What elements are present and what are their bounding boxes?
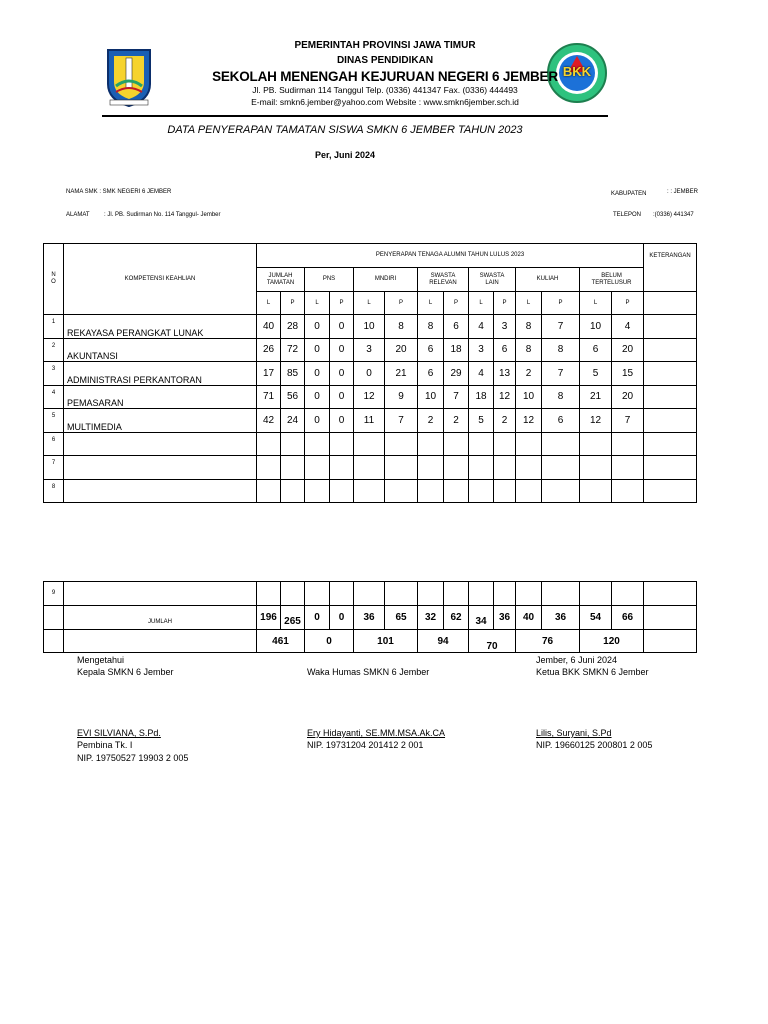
jumlah-value-text: 66 [621, 612, 634, 623]
telepon-value: :(0336) 441347 [653, 212, 694, 218]
value-cell: 12 [516, 409, 542, 433]
empty-cell [612, 582, 644, 606]
jumlah-value [257, 606, 281, 630]
jumlah-value-text: 40 [522, 612, 535, 623]
value-cell: 4 [612, 315, 644, 339]
kepala-title: Kepala SMKN 6 Jember [77, 667, 174, 677]
jumlah-value [542, 606, 580, 630]
east-java-emblem-logo [104, 46, 154, 108]
value-cell [257, 432, 281, 456]
value-cell: 8 [385, 315, 418, 339]
lp-header: L [257, 292, 281, 315]
empty-cell [494, 582, 516, 606]
school-address: Jl. PB. Sudirman 114 Tanggul Telp. (0336) 441347 Fax. (0336) 444493 [252, 85, 518, 95]
kompetensi-header: KOMPETENSI KEAHLIAN [64, 244, 257, 315]
alamat-value: : Jl. PB. Sudirman No. 114 Tanggul- Jember [104, 212, 221, 218]
value-cell: 10 [418, 385, 444, 409]
sub-header-jumlah: JUMLAH TAMATAN [257, 268, 305, 292]
value-cell: 11 [354, 409, 385, 433]
kepala-rank: Pembina Tk. I [77, 740, 133, 750]
value-cell: 6 [494, 338, 516, 362]
value-cell: 0 [305, 338, 330, 362]
value-cell: 0 [305, 385, 330, 409]
empty-cell [418, 582, 444, 606]
value-cell [494, 432, 516, 456]
value-cell [305, 479, 330, 503]
keterangan-cell [644, 385, 697, 409]
keterangan-cell [644, 362, 697, 386]
keterangan-cell [644, 315, 697, 339]
table-row [44, 409, 697, 433]
kompetensi-name: REKAYASA PERANGKAT LUNAK [64, 315, 257, 339]
row-number: 1 [44, 315, 64, 339]
value-cell: 85 [281, 362, 305, 386]
value-cell: 10 [516, 385, 542, 409]
value-cell [542, 456, 580, 480]
value-cell: 71 [257, 385, 281, 409]
value-cell: 9 [385, 385, 418, 409]
jumlah-value [305, 606, 330, 630]
jumlah-value [612, 606, 644, 630]
kepala-nip: NIP. 19750527 19903 2 005 [77, 753, 189, 763]
value-cell [385, 479, 418, 503]
jumlah-value-text: 65 [395, 612, 407, 623]
value-cell: 6 [542, 409, 580, 433]
value-cell: 6 [418, 338, 444, 362]
row-number: 4 [44, 385, 64, 409]
value-cell: 0 [330, 315, 354, 339]
value-cell [516, 432, 542, 456]
keterangan-header: KETERANGAN [644, 244, 697, 292]
bkk-title: Ketua BKK SMKN 6 Jember [536, 667, 649, 677]
value-cell: 12 [354, 385, 385, 409]
value-cell [385, 456, 418, 480]
jumlah-value [418, 606, 444, 630]
value-cell: 18 [444, 338, 469, 362]
value-cell [494, 456, 516, 480]
value-cell [257, 456, 281, 480]
total-value [516, 630, 580, 653]
value-cell: 4 [469, 362, 494, 386]
value-cell: 7 [444, 385, 469, 409]
value-cell [612, 432, 644, 456]
empty-cell [444, 582, 469, 606]
value-cell: 10 [580, 315, 612, 339]
table-row [44, 432, 697, 456]
header-line1: PEMERINTAH PROVINSI JAWA TIMUR [294, 40, 476, 51]
jumlah-value [494, 606, 516, 630]
jumlah-value-text: 36 [498, 612, 511, 623]
empty-cell [644, 582, 697, 606]
kompetensi-name [64, 479, 257, 503]
row-number: 2 [44, 338, 64, 362]
no-header: N O [44, 244, 64, 315]
value-cell: 15 [612, 362, 644, 386]
value-cell: 3 [469, 338, 494, 362]
nama-smk: NAMA SMK : SMK NEGERI 6 JEMBER [66, 189, 172, 195]
jumlah-value-text: 265 [284, 616, 301, 627]
value-cell: 0 [330, 338, 354, 362]
sub-header-mandiri: MNDIRI [354, 268, 418, 292]
lp-header: L [418, 292, 444, 315]
jumlah-value-text: 62 [450, 612, 462, 623]
value-cell [469, 456, 494, 480]
document-title: DATA PENYERAPAN TAMATAN SISWA SMKN 6 JEMBER TAHUN 2023 [167, 124, 523, 136]
value-cell: 21 [385, 362, 418, 386]
total-value [305, 630, 354, 653]
value-cell: 0 [305, 315, 330, 339]
empty-cell [580, 582, 612, 606]
value-cell: 7 [542, 362, 580, 386]
value-cell: 3 [354, 338, 385, 362]
empty-cell [644, 292, 697, 315]
empty-cell [644, 606, 697, 630]
total-value-text: 70 [486, 641, 498, 652]
kompetensi-name: ADMINISTRASI PERKANTORAN [64, 362, 257, 386]
value-cell: 0 [354, 362, 385, 386]
total-value-text: 101 [377, 635, 394, 647]
lp-header: P [612, 292, 644, 315]
value-cell: 0 [305, 409, 330, 433]
row-number: 3 [44, 362, 64, 386]
value-cell [305, 432, 330, 456]
lp-header: L [516, 292, 542, 315]
empty-cell [64, 630, 257, 653]
empty-cell [64, 582, 257, 606]
keterangan-cell [644, 432, 697, 456]
value-cell: 8 [418, 315, 444, 339]
empty-cell [542, 582, 580, 606]
value-cell [580, 479, 612, 503]
value-cell [444, 479, 469, 503]
row-number: 7 [44, 456, 64, 480]
value-cell: 17 [257, 362, 281, 386]
value-cell [354, 456, 385, 480]
lp-header: P [542, 292, 580, 315]
value-cell: 7 [612, 409, 644, 433]
total-value [354, 630, 418, 653]
lp-header: L [580, 292, 612, 315]
table-row [44, 338, 697, 362]
jumlah-value-text: 0 [338, 612, 345, 623]
lp-header: P [444, 292, 469, 315]
value-cell: 6 [580, 338, 612, 362]
value-cell: 6 [444, 315, 469, 339]
total-value [580, 630, 644, 653]
jumlah-table [43, 581, 697, 653]
jumlah-value [385, 606, 418, 630]
empty-cell [469, 582, 494, 606]
lp-header: P [330, 292, 354, 315]
value-cell [330, 456, 354, 480]
table-row [44, 385, 697, 409]
value-cell [542, 432, 580, 456]
value-cell: 12 [580, 409, 612, 433]
total-row [44, 630, 697, 653]
humas-name: Ery Hidayanti, SE.MM.MSA.Ak.CA [307, 728, 446, 738]
humas-title: Waka Humas SMKN 6 Jember [307, 667, 430, 677]
value-cell: 72 [281, 338, 305, 362]
value-cell [444, 456, 469, 480]
signature-date: Jember, 6 Juni 2024 [536, 655, 618, 665]
row-number: 5 [44, 409, 64, 433]
value-cell [580, 456, 612, 480]
total-value [418, 630, 469, 653]
value-cell [516, 479, 542, 503]
empty-cell [354, 582, 385, 606]
value-cell: 20 [612, 338, 644, 362]
kompetensi-name [64, 456, 257, 480]
jumlah-value-text: 0 [314, 612, 320, 623]
header-divider [102, 115, 608, 117]
value-cell [580, 432, 612, 456]
value-cell: 42 [257, 409, 281, 433]
value-cell: 20 [385, 338, 418, 362]
kompetensi-name [64, 432, 257, 456]
value-cell [354, 479, 385, 503]
keterangan-cell [644, 479, 697, 503]
value-cell: 40 [257, 315, 281, 339]
total-value [469, 630, 516, 653]
empty-cell [257, 582, 281, 606]
jumlah-value-text: 36 [554, 612, 567, 623]
header-row-group [44, 244, 697, 268]
value-cell: 26 [257, 338, 281, 362]
empty-cell [330, 582, 354, 606]
sub-header-kuliah: KULIAH [516, 268, 580, 292]
sub-header-swasta-lain: SWASTA LAIN [469, 268, 516, 292]
total-value-text: 76 [541, 635, 554, 647]
sub-header-belum: BELUM TERTELUSUR [580, 268, 644, 292]
value-cell [612, 479, 644, 503]
school-contact: E-mail: smkn6.jember@yahoo.com Website : www.smkn6jember.sch.id [251, 97, 519, 107]
total-value [257, 630, 305, 653]
value-cell: 8 [516, 338, 542, 362]
kabupaten-value: : : JEMBER [667, 189, 699, 195]
total-value-text: 120 [603, 635, 620, 647]
value-cell: 5 [469, 409, 494, 433]
value-cell: 10 [354, 315, 385, 339]
value-cell [494, 479, 516, 503]
value-cell: 7 [542, 315, 580, 339]
alumni-table [43, 243, 697, 503]
kompetensi-name: MULTIMEDIA [64, 409, 257, 433]
header-line2: DINAS PENDIDIKAN [336, 55, 434, 66]
lp-header: L [354, 292, 385, 315]
value-cell [444, 432, 469, 456]
value-cell [418, 479, 444, 503]
bkk-name: Lilis, Suryani, S.Pd [536, 728, 612, 738]
value-cell: 4 [469, 315, 494, 339]
value-cell: 21 [580, 385, 612, 409]
jumlah-value-text: 54 [589, 612, 602, 623]
telepon-label: TELEPON [613, 212, 642, 218]
lp-header: P [494, 292, 516, 315]
keterangan-cell [644, 456, 697, 480]
jumlah-value [281, 606, 305, 630]
jumlah-value-text: 196 [260, 612, 277, 623]
empty-cell [44, 630, 64, 653]
row-number: 8 [44, 479, 64, 503]
empty-cell [305, 582, 330, 606]
value-cell: 0 [330, 362, 354, 386]
value-cell: 7 [385, 409, 418, 433]
value-cell: 0 [305, 362, 330, 386]
jumlah-value-text: 32 [424, 612, 437, 623]
value-cell: 24 [281, 409, 305, 433]
value-cell: 13 [494, 362, 516, 386]
value-cell: 2 [444, 409, 469, 433]
bkk-nip: NIP. 19660125 200801 2 005 [536, 740, 653, 750]
penyerapan-header: PENYERAPAN TENAGA ALUMNI TAHUN LULUS 2023 [257, 244, 644, 268]
jumlah-value [580, 606, 612, 630]
jumlah-value-text: 34 [475, 616, 487, 627]
jumlah-value [330, 606, 354, 630]
total-value-text: 461 [272, 635, 289, 647]
value-cell: 8 [542, 338, 580, 362]
kompetensi-name: PEMASARAN [64, 385, 257, 409]
keterangan-cell [644, 338, 697, 362]
value-cell [257, 479, 281, 503]
value-cell [418, 432, 444, 456]
value-cell [330, 479, 354, 503]
school-name: SEKOLAH MENENGAH KEJURUAN NEGERI 6 JEMBER [212, 69, 558, 84]
jumlah-label: JUMLAH [64, 606, 257, 630]
row-number: 9 [44, 582, 64, 606]
lp-header: P [281, 292, 305, 315]
value-cell [281, 432, 305, 456]
mengetahui-label: Mengetahui [77, 655, 125, 665]
table-row [44, 582, 697, 606]
value-cell [612, 456, 644, 480]
humas-nip: NIP. 19731204 201412 2 001 [307, 740, 424, 750]
kompetensi-name: AKUNTANSI [64, 338, 257, 362]
jumlah-value [444, 606, 469, 630]
empty-cell [385, 582, 418, 606]
total-value-text: 94 [437, 635, 449, 647]
value-cell [542, 479, 580, 503]
value-cell: 28 [281, 315, 305, 339]
jumlah-row [44, 606, 697, 630]
value-cell: 0 [330, 409, 354, 433]
row-number: 6 [44, 432, 64, 456]
value-cell [354, 432, 385, 456]
value-cell [516, 456, 542, 480]
table-row [44, 479, 697, 503]
value-cell: 18 [469, 385, 494, 409]
jumlah-value [469, 606, 494, 630]
kabupaten-label: KABUPATEN [611, 191, 647, 197]
value-cell: 8 [542, 385, 580, 409]
value-cell: 5 [580, 362, 612, 386]
value-cell: 2 [494, 409, 516, 433]
lp-header: L [305, 292, 330, 315]
value-cell: 2 [516, 362, 542, 386]
empty-cell [281, 582, 305, 606]
empty-cell [516, 582, 542, 606]
value-cell [281, 479, 305, 503]
lp-header: P [385, 292, 418, 315]
value-cell: 20 [612, 385, 644, 409]
total-value-text: 0 [326, 635, 332, 647]
value-cell [469, 479, 494, 503]
value-cell [418, 456, 444, 480]
value-cell: 2 [418, 409, 444, 433]
keterangan-cell [644, 409, 697, 433]
value-cell [305, 456, 330, 480]
lp-header: L [469, 292, 494, 315]
jumlah-value-text: 36 [363, 612, 375, 623]
table-row [44, 315, 697, 339]
jumlah-value [516, 606, 542, 630]
value-cell: 56 [281, 385, 305, 409]
jumlah-value [354, 606, 385, 630]
value-cell: 12 [494, 385, 516, 409]
sub-header-swasta-relevan: SWASTA RELEVAN [418, 268, 469, 292]
alamat-label: ALAMAT [66, 212, 90, 218]
table-row [44, 362, 697, 386]
empty-cell [44, 606, 64, 630]
value-cell: 0 [330, 385, 354, 409]
value-cell: 3 [494, 315, 516, 339]
value-cell [281, 456, 305, 480]
period-label: Per, Juni 2024 [314, 150, 376, 160]
value-cell: 6 [418, 362, 444, 386]
table-row [44, 456, 697, 480]
empty-cell [644, 630, 697, 653]
value-cell [385, 432, 418, 456]
sub-header-pns: PNS [305, 268, 354, 292]
value-cell: 29 [444, 362, 469, 386]
value-cell [469, 432, 494, 456]
kepala-name: EVI SILVIANA, S.Pd. [77, 728, 161, 738]
value-cell: 8 [516, 315, 542, 339]
bkk-logo-text: BKK [562, 64, 592, 79]
value-cell [330, 432, 354, 456]
